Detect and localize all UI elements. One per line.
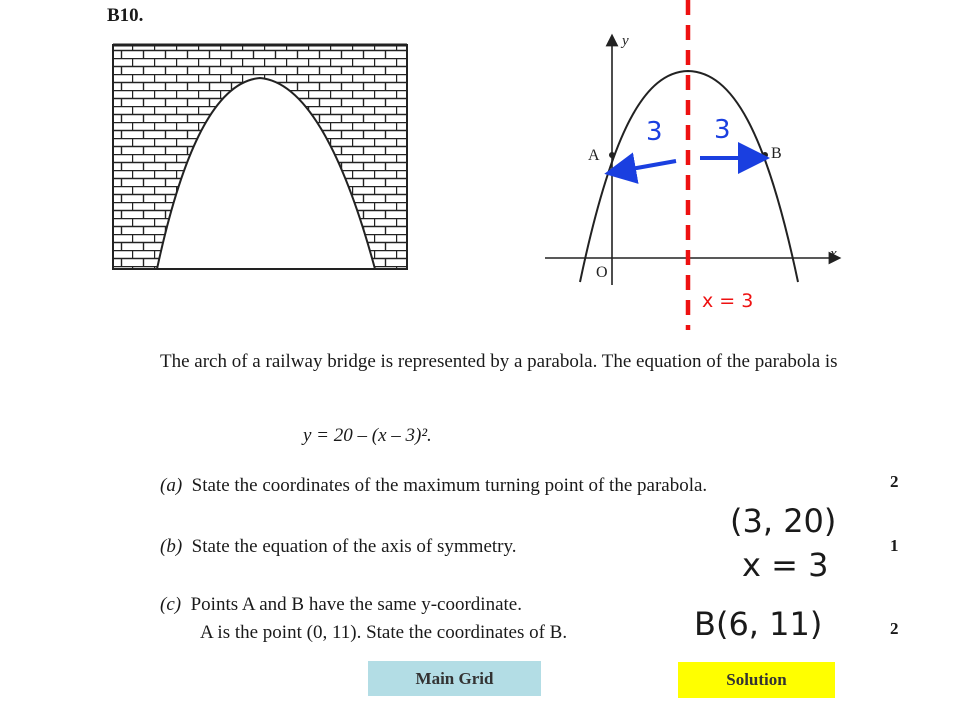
right-distance-label: 3 bbox=[714, 115, 731, 145]
parabola-graph bbox=[540, 0, 860, 330]
part-c-marks: 2 bbox=[890, 619, 899, 638]
part-c-text-line1: Points A and B have the same y-coordinate. bbox=[190, 594, 522, 615]
left-distance-label: 3 bbox=[646, 117, 663, 147]
point-b-marker bbox=[762, 152, 768, 158]
part-c-label: (c) bbox=[160, 594, 182, 615]
part-b bbox=[160, 536, 517, 558]
point-a-label: A bbox=[588, 147, 600, 164]
y-axis-label: y bbox=[622, 33, 629, 49]
solution-button[interactable]: Solution bbox=[678, 662, 835, 698]
part-c-text-line2: A is the point (0, 11). State the coordinates of B. bbox=[200, 622, 568, 643]
axis-annotation: x = 3 bbox=[702, 290, 754, 312]
answer-b: x = 3 bbox=[742, 546, 829, 584]
part-a-label: (a) bbox=[160, 475, 183, 496]
point-a-marker bbox=[609, 152, 615, 158]
left-distance-arrow bbox=[620, 161, 676, 171]
part-b-text: State the equation of the axis of symmetry. bbox=[191, 536, 517, 557]
part-a-marks: 2 bbox=[890, 472, 899, 491]
question-number: B10. bbox=[107, 5, 144, 26]
origin-label: O bbox=[596, 264, 608, 281]
part-a bbox=[160, 475, 707, 497]
question-prompt: The arch of a railway bridge is represented by a parabola. The equation of the parabola is bbox=[160, 351, 838, 372]
main-grid-button[interactable]: Main Grid bbox=[368, 661, 541, 696]
bridge-illustration bbox=[110, 42, 410, 272]
point-b-label: B bbox=[771, 145, 782, 162]
parabola-equation: y = 20 – (x – 3)². bbox=[303, 425, 432, 446]
part-c bbox=[160, 591, 567, 647]
answer-a: (3, 20) bbox=[730, 502, 837, 540]
answer-c: B(6, 11) bbox=[694, 605, 823, 643]
part-a-text: State the coordinates of the maximum turning point of the parabola. bbox=[191, 475, 708, 496]
x-axis-label: x bbox=[830, 246, 837, 262]
part-b-label: (b) bbox=[160, 536, 183, 557]
part-b-marks: 1 bbox=[890, 536, 899, 555]
